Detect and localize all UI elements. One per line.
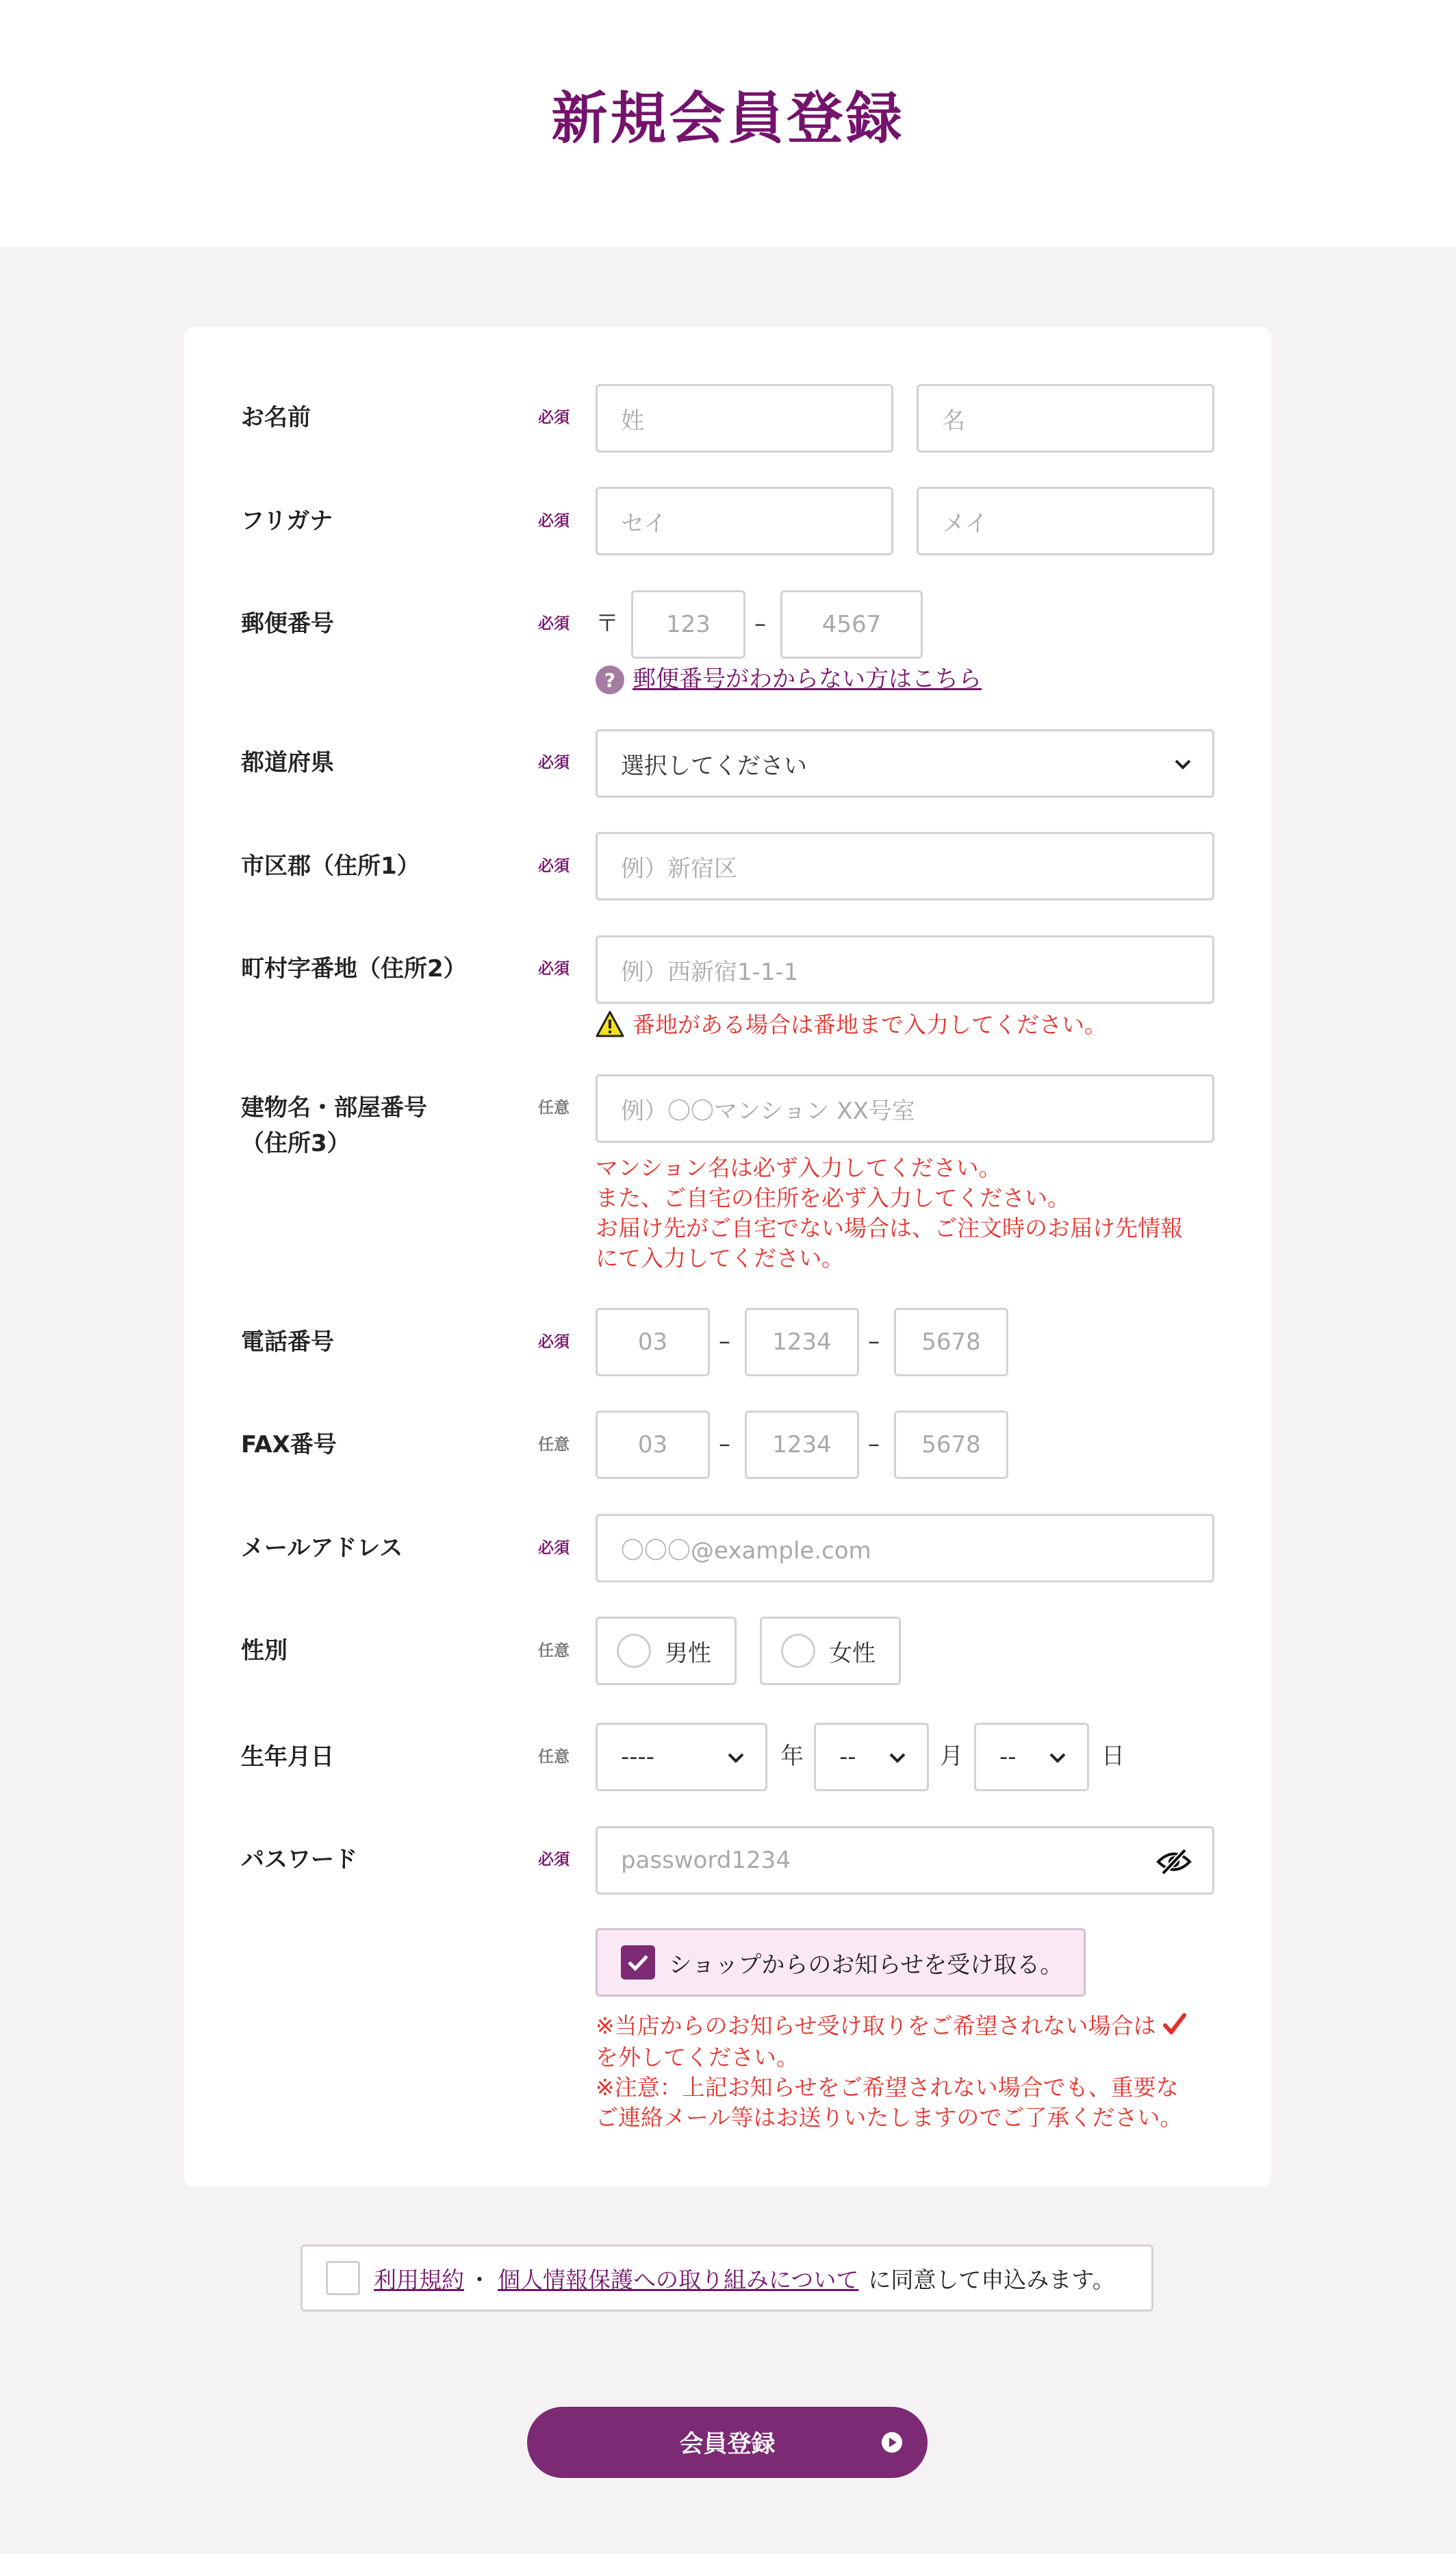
check-icon [621,1945,655,1980]
gender-female-radio[interactable]: 女性 [760,1617,901,1685]
fax-dash: – [719,1430,730,1458]
chevron-down-icon [726,1749,746,1766]
svg-text:?: ? [604,669,616,692]
chevron-down-icon [1173,756,1193,772]
radio-circle [617,1634,651,1668]
phone-label: 電話番号 [241,1328,334,1356]
red-check-icon [1163,2012,1186,2043]
birth-month-select[interactable]: -- [814,1723,929,1791]
page-title: 新規会員登録 [551,86,905,151]
fax-part1-input[interactable]: 03 [596,1411,710,1479]
required-badge: 必須 [538,754,570,772]
fax-dash: – [868,1430,880,1458]
zip-label: 郵便番号 [241,610,334,637]
last-name-input[interactable]: 姓 [596,384,893,453]
street-label: 町村字番地（住所2） [241,955,467,983]
required-badge: 必須 [538,1539,570,1557]
password-input[interactable]: password1234 [596,1826,1214,1895]
first-name-kana-input[interactable]: メイ [917,487,1214,555]
building-label-line1: 建物名・部屋番号 [241,1094,427,1122]
privacy-link[interactable]: 個人情報保護への取り組みについて [498,2266,859,2293]
required-badge: 必須 [538,615,570,633]
street-warning: 番地がある場合は番地まで入力してください。 [633,1011,1107,1038]
month-unit: 月 [940,1743,963,1770]
street-input[interactable]: 例）西新宿1-1-1 [596,935,1214,1004]
year-unit: 年 [780,1743,804,1770]
password-label: パスワード [241,1846,357,1873]
building-input[interactable]: 例）〇〇マンション XX号室 [596,1074,1214,1143]
phone-dash: – [719,1328,730,1355]
postal-mark: 〒 [596,610,619,637]
zip-help-link[interactable]: 郵便番号がわからない方はこちら [633,666,982,693]
building-label-line2: （住所3） [241,1130,350,1157]
required-badge: 必須 [538,1851,570,1869]
gender-male-radio[interactable]: 男性 [596,1617,737,1685]
building-note: マンション名は必ず入力してください。 また、ご自宅の住所を必ず入力してください。 お届け先がご自宅でない場合は、ご注文時のお届け先情報 にて入力してください。 [596,1154,1183,1272]
newsletter-note: ※当店からのお知らせ受け取りをご希望されない場合は を外してください。 ※注意：上記お知らせをご希望されない場合でも、重要な ご連絡メール等はお送りいたしますのでご了承ください。 [596,2011,1214,2133]
city-input[interactable]: 例）新宿区 [596,832,1214,900]
required-badge: 必須 [538,512,570,530]
kana-label: フリガナ [241,507,333,535]
prefecture-select[interactable]: 選択してください [596,729,1214,798]
day-unit: 日 [1101,1743,1125,1770]
agreement-checkbox[interactable] [326,2261,360,2295]
link-separator: ・ [468,2266,491,2293]
zip-part2-input[interactable]: 4567 [780,590,923,659]
required-badge: 必須 [538,409,570,427]
phone-part2-input[interactable]: 1234 [745,1308,859,1376]
email-label: メールアドレス [241,1534,403,1562]
radio-circle [781,1634,815,1668]
register-button[interactable]: 会員登録 [527,2407,928,2478]
phone-dash: – [868,1328,880,1355]
birth-day-select[interactable]: -- [974,1723,1089,1791]
chevron-down-icon [1047,1749,1068,1766]
optional-badge: 任意 [538,1436,570,1454]
optional-badge: 任意 [538,1748,570,1766]
city-label: 市区郡（住所1） [241,852,420,880]
required-badge: 必須 [538,1333,570,1351]
first-name-input[interactable]: 名 [917,384,1214,453]
eye-slash-icon[interactable] [1156,1847,1192,1876]
chevron-down-icon [887,1749,908,1766]
birthday-label: 生年月日 [241,1743,334,1771]
terms-link[interactable]: 利用規約 [374,2266,464,2293]
last-name-kana-input[interactable]: セイ [596,487,893,555]
phone-part1-input[interactable]: 03 [596,1308,710,1376]
arrow-circle-icon [881,2431,903,2453]
zip-part1-input[interactable]: 123 [631,590,745,659]
fax-part3-input[interactable]: 5678 [894,1411,1008,1479]
fax-part2-input[interactable]: 1234 [745,1411,859,1479]
optional-badge: 任意 [538,1099,570,1117]
required-badge: 必須 [538,857,570,875]
newsletter-checkbox[interactable]: ショップからのお知らせを受け取る。 [596,1928,1086,1997]
warning-icon [596,1011,624,1038]
zip-dash: – [754,610,766,637]
birth-year-select[interactable]: ---- [596,1723,767,1791]
required-badge: 必須 [538,960,570,978]
prefecture-label: 都道府県 [241,749,334,776]
name-label: お名前 [241,404,311,431]
email-input[interactable]: 〇〇〇@example.com [596,1514,1214,1582]
agreement-box [301,2245,1153,2312]
question-icon [596,666,624,694]
agreement-text: に同意して申込みます。 [868,2266,1115,2293]
optional-badge: 任意 [538,1642,570,1660]
phone-part3-input[interactable]: 5678 [894,1308,1008,1376]
fax-label: FAX番号 [241,1431,337,1458]
page-header [0,0,1456,246]
gender-label: 性別 [241,1637,288,1665]
